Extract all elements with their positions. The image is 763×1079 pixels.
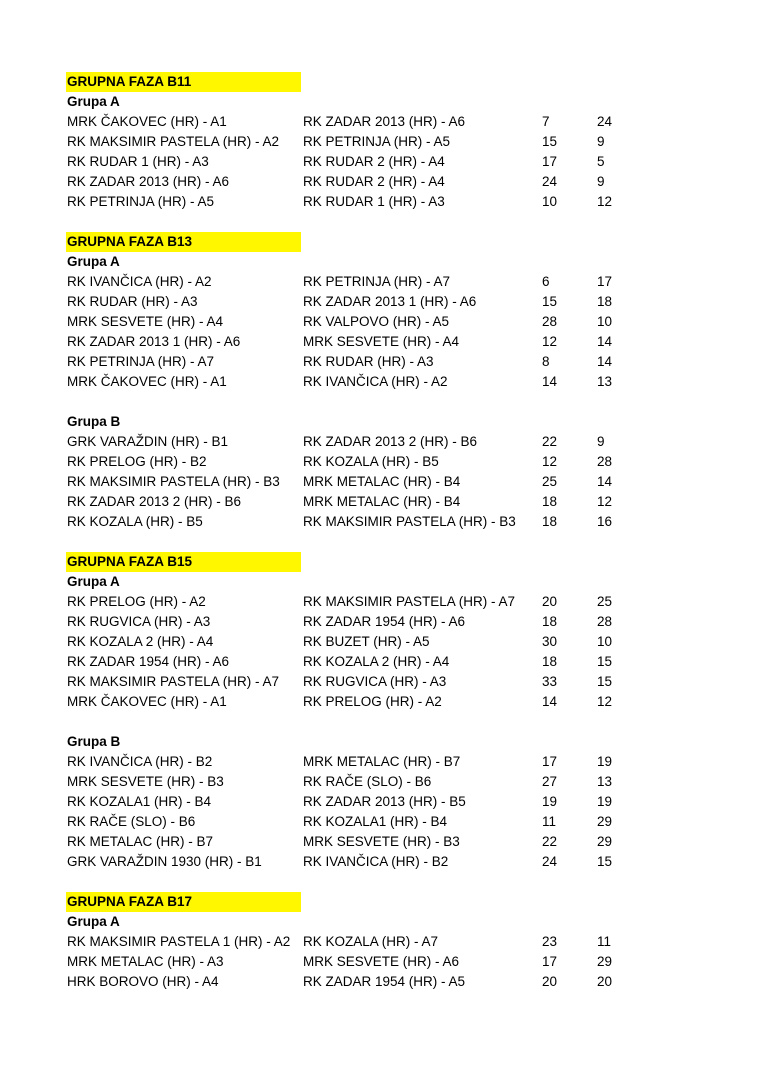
away-score: 19	[597, 754, 613, 769]
match-row	[66, 812, 706, 832]
home-team: RK PETRINJA (HR) - A7	[67, 354, 215, 369]
away-team: RK RUDAR 2 (HR) - A4	[303, 154, 445, 169]
home-score: 18	[542, 514, 558, 529]
away-score: 24	[597, 114, 613, 129]
home-team: RK IVANČICA (HR) - B2	[67, 754, 213, 769]
match-row	[66, 372, 706, 392]
section-header-row	[66, 72, 706, 92]
section-spacer	[66, 212, 706, 232]
home-team: MRK SESVETE (HR) - A4	[67, 314, 224, 329]
section-title: GRUPNA FAZA B17	[66, 892, 301, 912]
home-team: GRK VARAŽDIN (HR) - B1	[67, 434, 229, 449]
group-header-row	[66, 572, 706, 592]
home-team: RK METALAC (HR) - B7	[67, 834, 214, 849]
match-row	[66, 692, 706, 712]
away-team: RK RUDAR 2 (HR) - A4	[303, 174, 445, 189]
away-score: 20	[597, 974, 613, 989]
match-row	[66, 932, 706, 952]
home-team: RK MAKSIMIR PASTELA (HR) - A2	[67, 134, 280, 149]
match-row	[66, 292, 706, 312]
home-score: 20	[542, 594, 558, 609]
section-title: GRUPNA FAZA B15	[66, 552, 301, 572]
results-list	[66, 72, 706, 992]
home-team: RK ZADAR 1954 (HR) - A6	[67, 654, 230, 669]
away-score: 29	[597, 834, 613, 849]
match-row	[66, 132, 706, 152]
away-team: RK KOZALA (HR) - B5	[303, 454, 439, 469]
home-team: RK PRELOG (HR) - A2	[67, 594, 206, 609]
away-score: 13	[597, 374, 613, 389]
match-row	[66, 972, 706, 992]
away-score: 15	[597, 854, 613, 869]
away-score: 25	[597, 594, 613, 609]
away-score: 11	[597, 934, 612, 949]
away-score: 12	[597, 694, 613, 709]
away-score: 15	[597, 674, 613, 689]
away-team: RK PETRINJA (HR) - A5	[303, 134, 451, 149]
home-team: RK IVANČICA (HR) - A2	[67, 274, 212, 289]
match-row	[66, 472, 706, 492]
group-title: Grupa B	[67, 414, 121, 429]
match-row	[66, 192, 706, 212]
group-title: Grupa A	[67, 914, 120, 929]
home-score: 8	[542, 354, 550, 369]
group-spacer	[66, 392, 706, 412]
home-score: 6	[542, 274, 550, 289]
section-header-row	[66, 232, 706, 252]
away-score: 15	[597, 654, 613, 669]
match-row	[66, 452, 706, 472]
away-score: 14	[597, 354, 613, 369]
home-team: MRK SESVETE (HR) - B3	[67, 774, 224, 789]
section-title: GRUPNA FAZA B11	[66, 72, 301, 92]
home-score: 15	[542, 134, 558, 149]
away-score: 5	[597, 154, 605, 169]
away-team: RK ZADAR 2013 (HR) - A6	[303, 114, 466, 129]
home-team: MRK ČAKOVEC (HR) - A1	[67, 114, 227, 129]
home-score: 25	[542, 474, 558, 489]
home-team: MRK ČAKOVEC (HR) - A1	[67, 694, 227, 709]
match-row	[66, 772, 706, 792]
match-row	[66, 152, 706, 172]
group-header-row	[66, 252, 706, 272]
home-team: RK MAKSIMIR PASTELA (HR) - A7	[67, 674, 280, 689]
home-score: 14	[542, 374, 558, 389]
away-score: 9	[597, 174, 605, 189]
match-row	[66, 632, 706, 652]
away-score: 14	[597, 334, 613, 349]
match-row	[66, 432, 706, 452]
away-team: MRK METALAC (HR) - B4	[303, 474, 461, 489]
home-score: 28	[542, 314, 558, 329]
away-team: RK KOZALA 2 (HR) - A4	[303, 654, 450, 669]
match-row	[66, 792, 706, 812]
match-row	[66, 332, 706, 352]
home-team: RK ZADAR 2013 1 (HR) - A6	[67, 334, 241, 349]
home-score: 15	[542, 294, 558, 309]
home-team: RK RUDAR (HR) - A3	[67, 294, 198, 309]
home-team: RK MAKSIMIR PASTELA 1 (HR) - A2	[67, 934, 291, 949]
away-score: 28	[597, 454, 613, 469]
away-score: 16	[597, 514, 613, 529]
away-score: 12	[597, 194, 613, 209]
home-score: 7	[542, 114, 550, 129]
away-team: MRK METALAC (HR) - B7	[303, 754, 461, 769]
group-header-row	[66, 92, 706, 112]
match-row	[66, 312, 706, 332]
group-title: Grupa A	[67, 254, 120, 269]
home-score: 30	[542, 634, 558, 649]
away-score: 10	[597, 634, 613, 649]
match-row	[66, 272, 706, 292]
group-title: Grupa B	[67, 734, 121, 749]
section-spacer	[66, 872, 706, 892]
away-team: RK KOZALA1 (HR) - B4	[303, 814, 448, 829]
match-row	[66, 112, 706, 132]
group-header-row	[66, 412, 706, 432]
match-row	[66, 752, 706, 772]
home-team: RK RAČE (SLO) - B6	[67, 814, 196, 829]
away-team: RK RAČE (SLO) - B6	[303, 774, 432, 789]
home-score: 14	[542, 694, 558, 709]
away-team: RK MAKSIMIR PASTELA (HR) - A7	[303, 594, 516, 609]
away-team: MRK SESVETE (HR) - A4	[303, 334, 460, 349]
home-score: 10	[542, 194, 558, 209]
home-score: 22	[542, 834, 558, 849]
group-spacer	[66, 712, 706, 732]
away-team: RK RUDAR (HR) - A3	[303, 354, 434, 369]
home-team: RK RUDAR 1 (HR) - A3	[67, 154, 209, 169]
away-score: 13	[597, 774, 613, 789]
away-score: 29	[597, 814, 613, 829]
match-row	[66, 492, 706, 512]
section-header-row	[66, 552, 706, 572]
away-team: RK IVANČICA (HR) - B2	[303, 854, 449, 869]
group-title: Grupa A	[67, 94, 120, 109]
match-row	[66, 852, 706, 872]
away-team: RK MAKSIMIR PASTELA (HR) - B3	[303, 514, 516, 529]
match-row	[66, 512, 706, 532]
home-score: 17	[542, 754, 558, 769]
match-row	[66, 172, 706, 192]
home-team: HRK BOROVO (HR) - A4	[67, 974, 219, 989]
home-score: 18	[542, 654, 558, 669]
home-score: 23	[542, 934, 558, 949]
home-score: 12	[542, 454, 558, 469]
away-score: 19	[597, 794, 613, 809]
away-team: RK RUDAR 1 (HR) - A3	[303, 194, 445, 209]
home-team: RK PETRINJA (HR) - A5	[67, 194, 215, 209]
home-score: 22	[542, 434, 558, 449]
home-score: 20	[542, 974, 558, 989]
home-team: RK ZADAR 2013 (HR) - A6	[67, 174, 230, 189]
home-team: RK KOZALA (HR) - B5	[67, 514, 203, 529]
home-score: 12	[542, 334, 558, 349]
home-team: RK KOZALA 2 (HR) - A4	[67, 634, 214, 649]
home-team: RK PRELOG (HR) - B2	[67, 454, 207, 469]
home-team: MRK ČAKOVEC (HR) - A1	[67, 374, 227, 389]
away-score: 29	[597, 954, 613, 969]
away-score: 9	[597, 434, 605, 449]
home-score: 24	[542, 854, 558, 869]
home-team: RK ZADAR 2013 2 (HR) - B6	[67, 494, 242, 509]
match-row	[66, 352, 706, 372]
away-team: RK PRELOG (HR) - A2	[303, 694, 442, 709]
away-team: RK PETRINJA (HR) - A7	[303, 274, 451, 289]
away-team: RK ZADAR 2013 2 (HR) - B6	[303, 434, 478, 449]
away-team: RK ZADAR 2013 (HR) - B5	[303, 794, 466, 809]
away-team: RK VALPOVO (HR) - A5	[303, 314, 450, 329]
away-score: 12	[597, 494, 613, 509]
home-score: 27	[542, 774, 558, 789]
group-header-row	[66, 912, 706, 932]
home-score: 17	[542, 154, 558, 169]
group-title: Grupa A	[67, 574, 120, 589]
away-score: 10	[597, 314, 613, 329]
away-team: RK ZADAR 1954 (HR) - A5	[303, 974, 466, 989]
match-row	[66, 592, 706, 612]
match-row	[66, 652, 706, 672]
match-row	[66, 612, 706, 632]
away-team: MRK SESVETE (HR) - B3	[303, 834, 460, 849]
section-title: GRUPNA FAZA B13	[66, 232, 301, 252]
match-row	[66, 952, 706, 972]
home-score: 19	[542, 794, 558, 809]
away-team: RK IVANČICA (HR) - A2	[303, 374, 448, 389]
away-team: MRK METALAC (HR) - B4	[303, 494, 461, 509]
home-score: 11	[542, 814, 557, 829]
away-score: 14	[597, 474, 613, 489]
away-team: RK BUZET (HR) - A5	[303, 634, 430, 649]
group-header-row	[66, 732, 706, 752]
away-team: MRK SESVETE (HR) - A6	[303, 954, 460, 969]
home-team: RK RUGVICA (HR) - A3	[67, 614, 211, 629]
away-score: 18	[597, 294, 613, 309]
home-score: 33	[542, 674, 558, 689]
home-team: RK MAKSIMIR PASTELA (HR) - B3	[67, 474, 280, 489]
home-score: 17	[542, 954, 558, 969]
away-team: RK KOZALA (HR) - A7	[303, 934, 439, 949]
match-row	[66, 832, 706, 852]
match-row	[66, 672, 706, 692]
home-team: GRK VARAŽDIN 1930 (HR) - B1	[67, 854, 262, 869]
away-score: 9	[597, 134, 605, 149]
home-team: MRK METALAC (HR) - A3	[67, 954, 224, 969]
away-team: RK RUGVICA (HR) - A3	[303, 674, 447, 689]
section-header-row	[66, 892, 706, 912]
home-score: 18	[542, 614, 558, 629]
home-team: RK KOZALA1 (HR) - B4	[67, 794, 212, 809]
away-team: RK ZADAR 1954 (HR) - A6	[303, 614, 466, 629]
home-score: 24	[542, 174, 558, 189]
home-score: 18	[542, 494, 558, 509]
away-score: 28	[597, 614, 613, 629]
section-spacer	[66, 532, 706, 552]
away-team: RK ZADAR 2013 1 (HR) - A6	[303, 294, 477, 309]
away-score: 17	[597, 274, 613, 289]
